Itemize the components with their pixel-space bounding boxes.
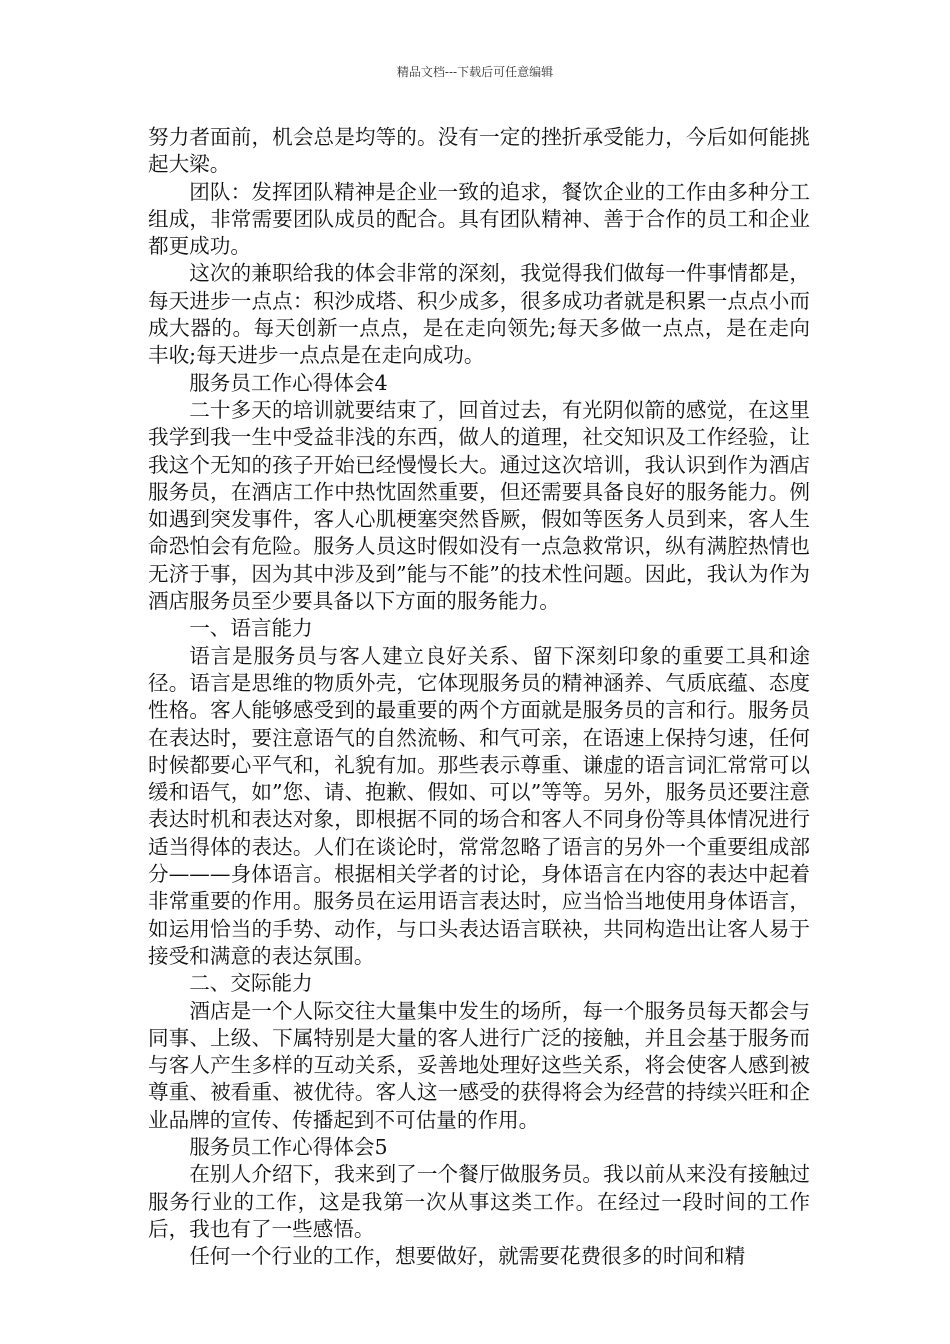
- paragraph: 团队：发挥团队精神是企业一致的追求，餐饮企业的工作由多种分工组成，非常需要团队成员的配合。具有团队精神、善于合作的员工和企业都更成功。: [148, 179, 810, 259]
- paragraph: 语言是服务员与客人建立良好关系、留下深刻印象的重要工具和途径。语言是思维的物质外壳，它体现服务员的精神涵养、气质底蕴、态度性格。客人能够感受到的最重要的两个方面就是服务员的言和行。服务员在表达时，要注意语气的自然流畅、和气可亲，在语速上保持匀速，任何时候都要心平气和，礼貌有加。那些表示尊重、谦虚的语言词汇常常可以缓和语气，如”您、请、抱歉、假如、可以”等等。另外，服务员还要注意表达时机和表达对象，即根据不同的场合和客人不同身份等具体情况进行适当得体的表达。人们在谈论时，常常忽略了语言的另外一个重要组成部分———身体语言。根据相关学者的讨论，身体语言在内容的表达中起着非常重要的作用。服务员在运用语言表达时，应当恰当地使用身体语言，如运用恰当的手势、动作，与口头表达语言联袂，共同构造出让客人易于接受和满意的表达氛围。: [148, 643, 810, 968]
- section-heading: 服务员工作心得体会5: [189, 1134, 388, 1159]
- paragraph: 这次的兼职给我的体会非常的深刻，我觉得我们做每一件事情都是，每天进步一点点：积沙成塔、积少成多，很多成功者就是积累一点点小而成大器的。每天创新一点点，是在走向领先;每天多做一点点，是在走向丰收;每天进步一点点是在走向成功。: [148, 261, 810, 368]
- section-heading: 服务员工作心得体会4: [189, 370, 388, 395]
- page-header: 精品文档---下载后可任意编辑: [396, 65, 554, 79]
- paragraph: 在别人介绍下，我来到了一个餐厅做服务员。我以前从来没有接触过服务行业的工作，这是我第一次从事这类工作。在经过一段时间的工作后，我也有了一些感悟。: [148, 1162, 810, 1241]
- section-heading: 二、交际能力: [189, 971, 313, 996]
- paragraph: 二十多天的培训就要结束了，回首过去，有光阴似箭的感觉，在这里我学到我一生中受益非浅的东西，做人的道理，社交知识及工作经验，让我这个无知的孩子开始已经慢慢长大。通过这次培训，我认识到作为酒店服务员，在酒店工作中热忱固然重要，但还需要具备良好的服务能力。例如遇到突发事件，客人心肌梗塞突然昏厥，假如等医务人员到来，客人生命恐怕会有危险。服务人员这时假如没有一点急救常识，纵有满腔热情也无济于事，因为其中涉及到”能与不能”的技术性问题。因此，我认为作为酒店服务员至少要具备以下方面的服务能力。: [148, 397, 810, 614]
- document-body: [148, 124, 810, 1270]
- paragraph: 努力者面前，机会总是均等的。没有一定的挫折承受能力，今后如何能挑起大梁。: [148, 125, 810, 177]
- section-heading: 一、语言能力: [189, 616, 313, 641]
- paragraph: 酒店是一个人际交往大量集中发生的场所，每一个服务员每天都会与同事、上级、下属特别是大量的客人进行广泛的接触，并且会基于服务而与客人产生多样的互动关系，妥善地处理好这些关系，将会使客人感到被尊重、被看重、被优待。客人这一感受的获得将会为经营的持续兴旺和企业品牌的宣传、传播起到不可估量的作用。: [148, 998, 810, 1132]
- paragraph: 任何一个行业的工作，想要做好，就需要花费很多的时间和精: [189, 1244, 746, 1269]
